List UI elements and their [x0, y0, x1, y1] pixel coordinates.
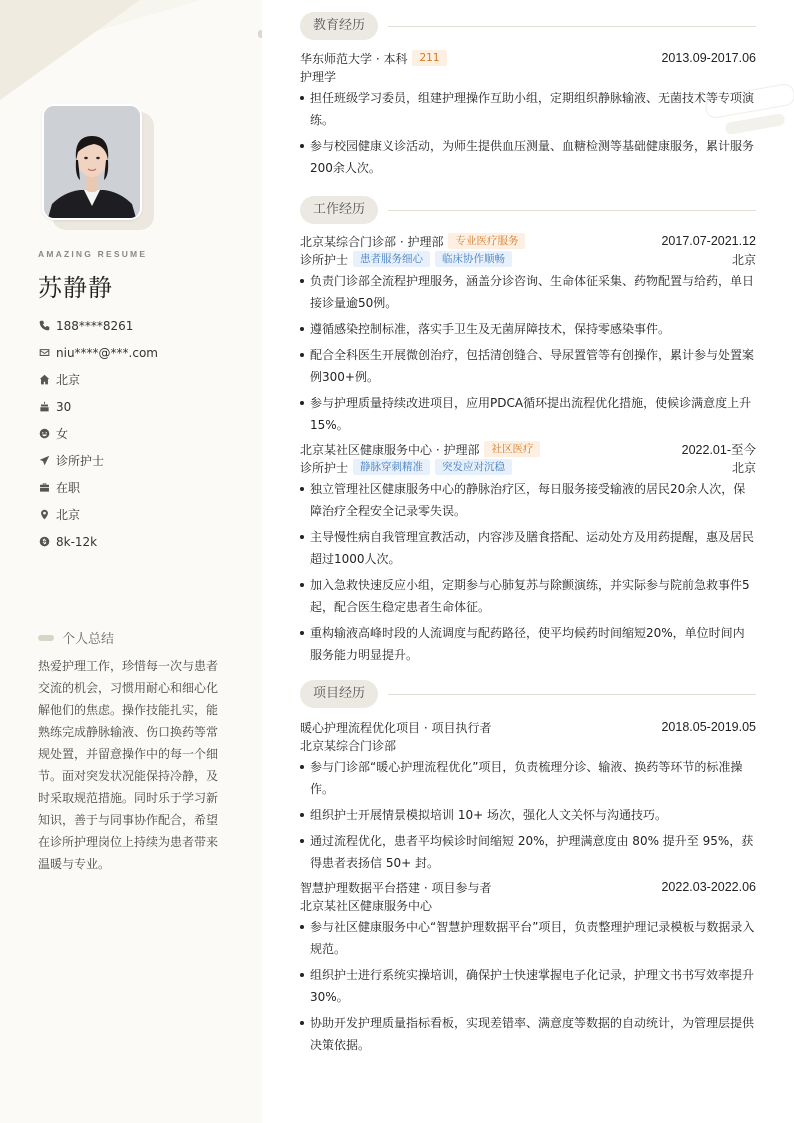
contact-phone	[38, 312, 238, 339]
divider-dot	[258, 30, 262, 38]
job-role: 诊所护士	[300, 460, 349, 475]
contact-email	[38, 339, 238, 366]
job-city: 北京	[731, 460, 756, 475]
bullet-item: 通过流程优化，患者平均候诊时间缩短 20%，护理满意度由 80% 提升至 95%，获得患者表扬信 50+ 封。	[300, 830, 756, 874]
contact-gender	[38, 420, 238, 447]
bullet-list	[300, 270, 756, 436]
corner-decoration	[0, 0, 140, 100]
date-range: 2022.03-2022.06	[661, 880, 756, 894]
bullet-item: 加入急救快速反应小组，定期参与心肺复苏与除颤演练，并实际参与院前急救事件5起，配合医生稳定患者生命体征。	[300, 574, 756, 618]
contact-salary	[38, 528, 238, 555]
project-org: 北京某综合门诊部	[300, 738, 397, 753]
school-badge: 211	[412, 50, 446, 66]
job-city: 北京	[731, 252, 756, 267]
summary-heading	[38, 628, 114, 647]
section-heading	[300, 195, 756, 225]
projects-section	[300, 679, 756, 1060]
bullet-item: 组织护士进行系统实操培训，确保护士快速掌握电子化记录，护理文书书写效率提升30%。	[300, 964, 756, 1008]
skill-tag: 临床协作顺畅	[435, 251, 512, 267]
bullet-item: 负责门诊部全流程护理服务，涵盖分诊咨询、生命体征采集、药物配置与给药，单日接诊量逾50例。	[300, 270, 756, 314]
contact-list	[38, 312, 238, 555]
job-entry	[300, 232, 756, 436]
home-icon	[38, 374, 50, 386]
section-title: 教育经历	[300, 12, 378, 40]
project-entry	[300, 878, 756, 1056]
resume-tagline: AMAZING RESUME	[38, 249, 148, 259]
bullet-item: 参与校园健康义诊活动，为师生提供血压测量、血糖检测等基础健康服务，累计服务200余人次。	[300, 135, 756, 179]
summary-text: 热爱护理工作，珍惜每一次与患者交流的机会，习惯用耐心和细心化解他们的焦虑。操作技能扎实，能熟练完成静脉输液、伤口换药等常规处置，并留意操作中的每一个细节。面对突发状况能保持冷静，及时采取规范措施。同时乐于学习新知识，善于与同事协作配合，希望在诊所护理岗位上持续为患者带来温暖与专业。	[38, 659, 219, 871]
section-divider	[388, 26, 756, 27]
date-range: 2022.01-至今	[681, 443, 756, 457]
date-range: 2013.09-2017.06	[661, 51, 756, 65]
cake-icon	[38, 401, 50, 413]
profile-photo	[42, 104, 142, 220]
job-org: 北京某综合门诊部 · 护理部	[300, 234, 444, 249]
bullet-list	[300, 478, 756, 666]
school-name: 华东师范大学 · 本科	[300, 51, 408, 66]
education-entry-header	[300, 49, 756, 67]
bullet-list	[300, 87, 756, 179]
job-role: 诊所护士	[300, 252, 349, 267]
phone-icon	[38, 320, 50, 332]
bullet-item: 担任班级学习委员，组建护理操作互助小组，定期组织静脉输液、无菌技术等专项演练。	[300, 87, 756, 131]
bullet-item: 重构输液高峰时段的人流调度与配药路径，使平均候药时间缩短20%，单位时间内服务能力明显提升。	[300, 622, 756, 666]
heading-bar	[38, 635, 54, 641]
bullet-item: 参与门诊部“暖心护理流程优化”项目，负责梳理分诊、输液、换药等环节的标准操作。	[300, 756, 756, 800]
candidate-name: 苏静静	[38, 274, 113, 302]
project-org: 北京某社区健康服务中心	[300, 898, 433, 913]
date-range: 2017.07-2021.12	[661, 234, 756, 248]
sidebar	[0, 0, 262, 1123]
contact-home	[38, 366, 238, 393]
project-name: 智慧护理数据平台搭建 · 项目参与者	[300, 880, 492, 895]
contact-value: 女	[56, 427, 69, 441]
major: 护理学	[300, 69, 337, 84]
education-section	[300, 11, 756, 183]
project-org-row	[300, 896, 756, 914]
job-role-row	[300, 458, 756, 476]
contact-value: 188****8261	[56, 318, 134, 333]
contact-location	[38, 501, 238, 528]
job-header	[300, 232, 756, 250]
project-header	[300, 878, 756, 896]
contact-value: 30	[56, 399, 72, 414]
contact-value: 北京	[56, 508, 81, 522]
face-icon	[38, 428, 50, 440]
job-entry	[300, 440, 756, 666]
project-entry	[300, 718, 756, 874]
contact-value: 在职	[56, 481, 81, 495]
section-divider	[388, 694, 756, 695]
project-name: 暖心护理流程优化项目 · 项目执行者	[300, 720, 492, 735]
send-icon	[38, 455, 50, 467]
summary-title: 个人总结	[62, 632, 115, 647]
date-range: 2018.05-2019.05	[661, 720, 756, 734]
contact-status	[38, 474, 238, 501]
bullet-item: 主导慢性病自我管理宣教活动，内容涉及膳食搭配、运动处方及用药提醒，惠及居民超过1000人次。	[300, 526, 756, 570]
skill-tag: 患者服务细心	[353, 251, 430, 267]
bullet-item: 参与社区健康服务中心“智慧护理数据平台”项目，负责整理护理记录模板与数据录入规范。	[300, 916, 756, 960]
section-divider	[388, 210, 756, 211]
job-role-row	[300, 250, 756, 268]
salary-icon	[38, 536, 50, 548]
contact-value: 8k-12k	[56, 534, 98, 549]
contact-age	[38, 393, 238, 420]
mail-icon	[38, 347, 50, 359]
bullet-item: 协助开发护理质量指标看板，实现差错率、满意度等数据的自动统计，为管理层提供决策依据。	[300, 1012, 756, 1056]
job-header	[300, 440, 756, 458]
briefcase-icon	[38, 482, 50, 494]
contact-position	[38, 447, 238, 474]
bullet-item: 遵循感染控制标准，落实手卫生及无菌屏障技术，保持零感染事件。	[300, 318, 756, 340]
education-major-row	[300, 67, 756, 85]
project-org-row	[300, 736, 756, 754]
job-tag: 专业医疗服务	[448, 233, 525, 249]
contact-value: 诊所护士	[56, 454, 105, 468]
contact-value: niu****@***.com	[56, 345, 158, 360]
contact-value: 北京	[56, 373, 81, 387]
skill-tag: 静脉穿刺精准	[353, 459, 430, 475]
job-org: 北京某社区健康服务中心 · 护理部	[300, 442, 480, 457]
project-header	[300, 718, 756, 736]
bullet-item: 配合全科医生开展微创治疗，包括清创缝合、导尿置管等有创操作，累计参与处置案例300+例。	[300, 344, 756, 388]
job-tag: 社区医疗	[484, 441, 540, 457]
bullet-item: 独立管理社区健康服务中心的静脉治疗区，每日服务接受输液的居民20余人次，保障治疗全程安全记录零失误。	[300, 478, 756, 522]
work-section	[300, 195, 756, 670]
location-pin-icon	[38, 509, 50, 521]
section-heading	[300, 11, 756, 41]
section-title: 项目经历	[300, 680, 378, 708]
bullet-item: 组织护士开展情景模拟培训 10+ 场次，强化人文关怀与沟通技巧。	[300, 804, 756, 826]
bullet-list	[300, 916, 756, 1056]
section-title: 工作经历	[300, 196, 378, 224]
avatar	[42, 104, 142, 220]
bullet-list	[300, 756, 756, 874]
bullet-item: 参与护理质量持续改进项目，应用PDCA循环提出流程优化措施，使候诊满意度上升15%。	[300, 392, 756, 436]
section-heading	[300, 679, 756, 709]
skill-tag: 突发应对沉稳	[435, 459, 512, 475]
